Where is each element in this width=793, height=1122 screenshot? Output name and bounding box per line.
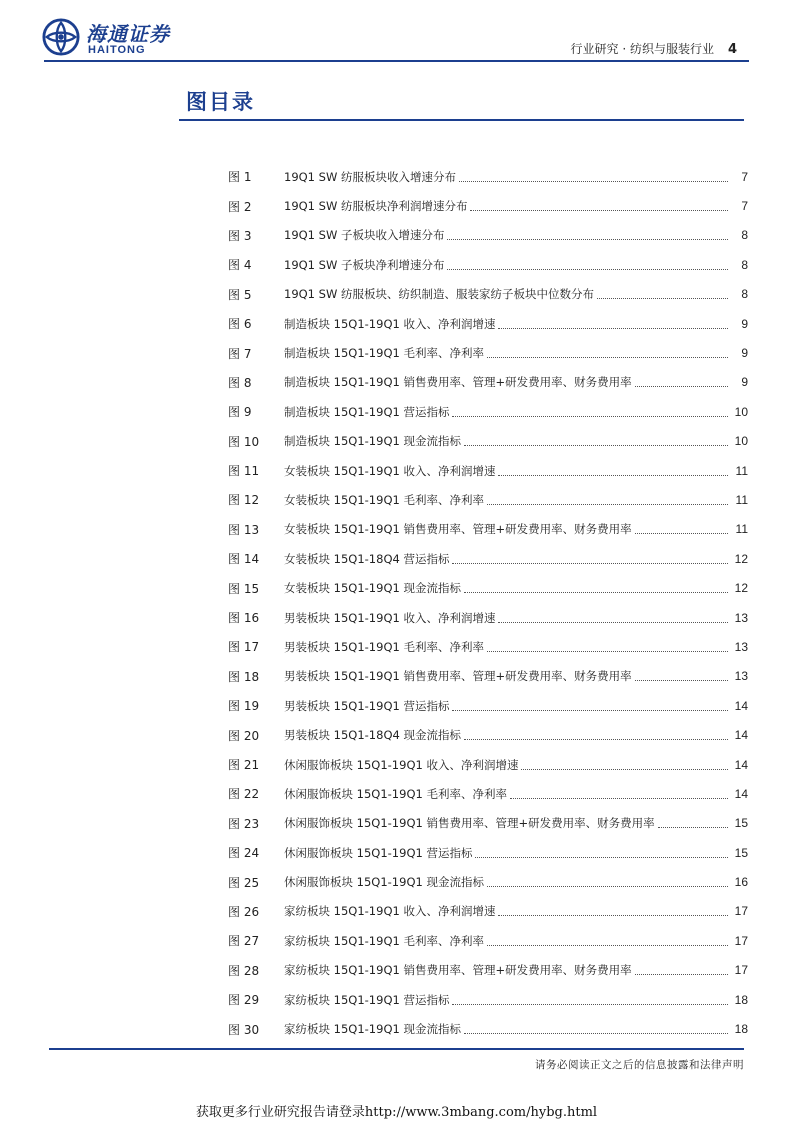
figure-page-number: 8 — [741, 257, 748, 272]
figure-page-number: 8 — [741, 228, 748, 243]
figure-title: 休闲服饰板块 15Q1-19Q1 毛利率、净利率 — [284, 786, 507, 801]
figure-number: 图 9 — [228, 405, 252, 420]
figure-number: 图 10 — [228, 434, 260, 449]
toc-entry[interactable] — [228, 456, 748, 485]
footer-divider — [49, 1048, 744, 1050]
brand-name-en: HAITONG — [88, 44, 146, 56]
figure-number: 图 16 — [228, 611, 260, 626]
figure-number: 图 30 — [228, 1022, 260, 1037]
figure-title: 家纺板块 15Q1-19Q1 现金流指标 — [284, 1022, 461, 1037]
figure-title: 19Q1 SW 纺服板块、纺织制造、服装家纺子板块中位数分布 — [284, 287, 594, 302]
figure-title: 19Q1 SW 纺服板块净利润增速分布 — [284, 199, 468, 214]
figure-page-number: 9 — [741, 375, 748, 390]
figure-title: 19Q1 SW 子板块收入增速分布 — [284, 228, 445, 243]
figure-title: 男装板块 15Q1-19Q1 营运指标 — [284, 698, 450, 713]
figure-number: 图 24 — [228, 846, 260, 861]
toc-entry[interactable] — [228, 1014, 748, 1043]
page-number: 4 — [727, 42, 737, 57]
toc-entry[interactable] — [228, 485, 748, 514]
figure-number: 图 27 — [228, 934, 260, 949]
figure-page-number: 15 — [734, 845, 748, 860]
header-section — [571, 40, 738, 57]
figure-number: 图 23 — [228, 816, 260, 831]
figure-page-number: 16 — [734, 875, 748, 890]
toc-entry[interactable] — [228, 662, 748, 691]
dot-leader — [521, 768, 728, 770]
figure-page-number: 18 — [734, 992, 748, 1007]
toc-entry[interactable] — [228, 162, 748, 191]
dot-leader — [635, 973, 728, 975]
toc-entry[interactable] — [228, 515, 748, 544]
figure-page-number: 7 — [741, 169, 748, 184]
toc-entry[interactable] — [228, 544, 748, 573]
figure-title: 制造板块 15Q1-19Q1 销售费用率、管理+研发费用率、财务费用率 — [284, 375, 632, 390]
figure-title: 家纺板块 15Q1-19Q1 收入、净利润增速 — [284, 904, 496, 919]
bottom-promo-link[interactable]: 获取更多行业研究报告请登录http://www.3mbang.com/hybg.html — [195, 1105, 598, 1120]
figure-page-number: 10 — [734, 404, 748, 419]
dot-leader — [475, 856, 728, 858]
figure-number: 图 3 — [228, 228, 252, 243]
figure-page-number: 15 — [734, 816, 748, 831]
figure-title: 休闲服饰板块 15Q1-19Q1 销售费用率、管理+研发费用率、财务费用率 — [284, 816, 655, 831]
toc-entry[interactable] — [228, 573, 748, 602]
dot-leader — [658, 826, 728, 828]
toc-entry[interactable] — [228, 809, 748, 838]
figure-list — [228, 162, 748, 1044]
figure-number: 图 26 — [228, 904, 260, 919]
figure-title: 女装板块 15Q1-19Q1 收入、净利润增速 — [284, 463, 496, 478]
figure-page-number: 14 — [734, 728, 748, 743]
figure-number: 图 19 — [228, 699, 260, 714]
toc-entry[interactable] — [228, 338, 748, 367]
figure-number: 图 17 — [228, 640, 260, 655]
toc-entry[interactable] — [228, 191, 748, 220]
haitong-logo-icon — [42, 18, 80, 56]
figure-title: 制造板块 15Q1-19Q1 毛利率、净利率 — [284, 346, 484, 361]
figure-number: 图 18 — [228, 669, 260, 684]
figure-page-number: 13 — [734, 669, 748, 684]
toc-entry[interactable] — [228, 632, 748, 661]
dot-leader — [510, 797, 728, 799]
dot-leader — [464, 444, 728, 446]
dot-leader — [452, 709, 728, 711]
figure-title: 男装板块 15Q1-19Q1 毛利率、净利率 — [284, 639, 484, 654]
brand-name-cn: 海通证券 — [86, 22, 170, 46]
figure-number: 图 29 — [228, 993, 260, 1008]
figure-title: 女装板块 15Q1-19Q1 销售费用率、管理+研发费用率、财务费用率 — [284, 522, 632, 537]
figure-page-number: 17 — [734, 933, 748, 948]
dot-leader — [464, 591, 728, 593]
toc-entry[interactable] — [228, 280, 748, 309]
dot-leader — [464, 738, 728, 740]
dot-leader — [498, 621, 728, 623]
figure-number: 图 15 — [228, 581, 260, 596]
figure-page-number: 11 — [735, 463, 748, 478]
figure-title: 男装板块 15Q1-18Q4 现金流指标 — [284, 728, 461, 743]
figure-page-number: 17 — [734, 963, 748, 978]
toc-entry[interactable] — [228, 779, 748, 808]
figure-number: 图 14 — [228, 552, 260, 567]
dot-leader — [452, 415, 728, 417]
toc-entry[interactable] — [228, 926, 748, 955]
figure-number: 图 8 — [228, 375, 252, 390]
figure-title: 休闲服饰板块 15Q1-19Q1 营运指标 — [284, 845, 473, 860]
toc-entry[interactable] — [228, 603, 748, 632]
figure-page-number: 17 — [734, 904, 748, 919]
figure-title: 家纺板块 15Q1-19Q1 营运指标 — [284, 992, 450, 1007]
dot-leader — [597, 297, 728, 299]
toc-entry[interactable] — [228, 985, 748, 1014]
figure-page-number: 11 — [735, 522, 748, 537]
figure-number: 图 4 — [228, 258, 252, 273]
dot-leader — [635, 679, 728, 681]
dot-leader — [452, 1003, 728, 1005]
toc-entry[interactable] — [228, 309, 748, 338]
figure-number: 图 7 — [228, 346, 252, 361]
toc-entry[interactable] — [228, 368, 748, 397]
section-label: 行业研究 · 纺织与服装行业 — [570, 42, 714, 56]
toc-entry[interactable] — [228, 427, 748, 456]
figure-number: 图 13 — [228, 522, 260, 537]
toc-entry[interactable] — [228, 838, 748, 867]
figure-title: 女装板块 15Q1-18Q4 营运指标 — [284, 551, 450, 566]
figure-page-number: 9 — [741, 316, 748, 331]
figure-number: 图 20 — [228, 728, 260, 743]
toc-entry[interactable] — [228, 397, 748, 426]
dot-leader — [498, 327, 728, 329]
figure-number: 图 1 — [228, 170, 252, 185]
dot-leader — [487, 885, 728, 887]
toc-entry[interactable] — [228, 720, 748, 749]
figure-page-number: 13 — [734, 639, 748, 654]
figure-page-number: 13 — [734, 610, 748, 625]
figure-title: 家纺板块 15Q1-19Q1 销售费用率、管理+研发费用率、财务费用率 — [284, 963, 632, 978]
figure-page-number: 14 — [734, 786, 748, 801]
figure-page-number: 11 — [735, 492, 748, 507]
dot-leader — [452, 562, 728, 564]
figure-title: 19Q1 SW 纺服板块收入增速分布 — [284, 169, 456, 184]
figure-number: 图 28 — [228, 963, 260, 978]
figure-title: 制造板块 15Q1-19Q1 现金流指标 — [284, 434, 461, 449]
header-divider — [44, 60, 749, 62]
toc-title: 图目录 — [186, 90, 255, 114]
dot-leader — [635, 532, 728, 534]
dot-leader — [447, 268, 728, 270]
figure-number: 图 12 — [228, 493, 260, 508]
figure-number: 图 6 — [228, 317, 252, 332]
toc-title-divider — [179, 119, 744, 121]
figure-page-number: 7 — [741, 199, 748, 214]
figure-page-number: 8 — [741, 287, 748, 302]
toc-entry[interactable] — [228, 750, 748, 779]
disclaimer-note: 请务必阅读正文之后的信息披露和法律声明 — [535, 1059, 744, 1071]
figure-page-number: 12 — [734, 551, 748, 566]
figure-page-number: 9 — [741, 346, 748, 361]
figure-page-number: 18 — [734, 1022, 748, 1037]
dot-leader — [470, 209, 728, 211]
toc-entry[interactable] — [228, 956, 748, 985]
figure-title: 女装板块 15Q1-19Q1 毛利率、净利率 — [284, 492, 484, 507]
figure-title: 女装板块 15Q1-19Q1 现金流指标 — [284, 581, 461, 596]
toc-entry[interactable] — [228, 867, 748, 896]
figure-page-number: 12 — [734, 581, 748, 596]
dot-leader — [498, 474, 728, 476]
figure-number: 图 11 — [228, 464, 260, 479]
figure-number: 图 22 — [228, 787, 260, 802]
figure-page-number: 10 — [734, 434, 748, 449]
figure-number: 图 5 — [228, 287, 252, 302]
haitong-logo — [42, 18, 192, 58]
figure-title: 制造板块 15Q1-19Q1 收入、净利润增速 — [284, 316, 496, 331]
figure-title: 制造板块 15Q1-19Q1 营运指标 — [284, 404, 450, 419]
figure-number: 图 2 — [228, 199, 252, 214]
dot-leader — [487, 356, 728, 358]
figure-title: 休闲服饰板块 15Q1-19Q1 收入、净利润增速 — [284, 757, 519, 772]
dot-leader — [487, 944, 728, 946]
dot-leader — [498, 914, 728, 916]
dot-leader — [447, 238, 728, 240]
toc-entry[interactable] — [228, 691, 748, 720]
figure-title: 男装板块 15Q1-19Q1 销售费用率、管理+研发费用率、财务费用率 — [284, 669, 632, 684]
dot-leader — [487, 650, 728, 652]
figure-page-number: 14 — [734, 757, 748, 772]
figure-title: 男装板块 15Q1-19Q1 收入、净利润增速 — [284, 610, 496, 625]
figure-number: 图 25 — [228, 875, 260, 890]
figure-page-number: 14 — [734, 698, 748, 713]
toc-entry[interactable] — [228, 897, 748, 926]
figure-number: 图 21 — [228, 758, 260, 772]
dot-leader — [487, 503, 728, 505]
figure-title: 19Q1 SW 子板块净利增速分布 — [284, 257, 445, 272]
dot-leader — [464, 1032, 728, 1034]
figure-title: 家纺板块 15Q1-19Q1 毛利率、净利率 — [284, 933, 484, 948]
toc-entry[interactable] — [228, 221, 748, 250]
toc-entry[interactable] — [228, 250, 748, 279]
dot-leader — [635, 385, 728, 387]
dot-leader — [459, 180, 728, 182]
figure-title: 休闲服饰板块 15Q1-19Q1 现金流指标 — [284, 875, 484, 890]
